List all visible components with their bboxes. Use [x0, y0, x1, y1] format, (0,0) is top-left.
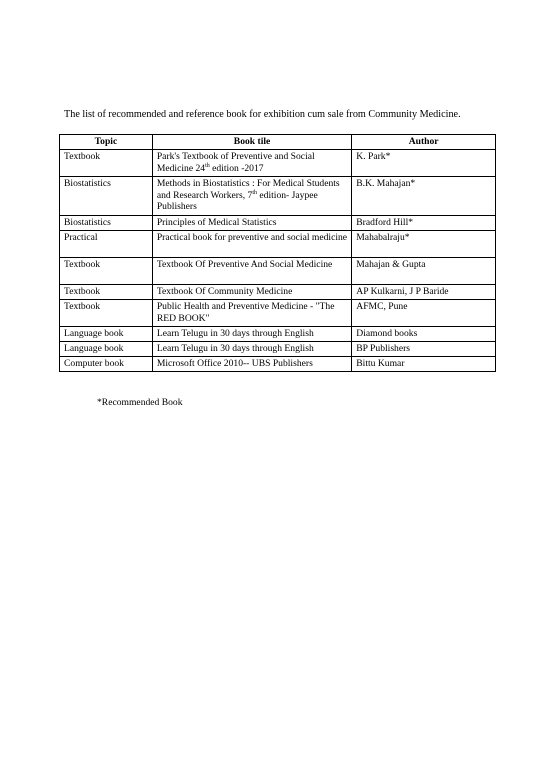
- table-row: [60, 300, 496, 327]
- table-row: [60, 177, 496, 216]
- book-title-cell: [152, 177, 351, 216]
- book-title-cell: Public Health and Preventive Medicine - "The RED BOOK": [152, 300, 351, 327]
- topic-cell: Textbook: [60, 258, 153, 285]
- table-header-row: [60, 135, 496, 150]
- intro-text: The list of recommended and reference book for exhibition cum sale from Community Medicine.: [64, 109, 461, 120]
- topic-cell: Biostatistics: [60, 177, 153, 216]
- author-cell: K. Park*: [352, 150, 496, 177]
- topic-cell: Language book: [60, 327, 153, 342]
- header-book-title: Book tile: [152, 135, 351, 150]
- book-title-cell: Textbook Of Preventive And Social Medicine: [152, 258, 351, 285]
- book-title-cell: Principles of Medical Statistics: [152, 216, 351, 231]
- book-title-cell: Practical book for preventive and social medicine: [152, 231, 351, 258]
- table-row: [60, 357, 496, 372]
- table-row: [60, 231, 496, 258]
- table-row: [60, 285, 496, 300]
- topic-cell: Practical: [60, 231, 153, 258]
- author-cell: BP Publishers: [352, 342, 496, 357]
- topic-cell: Computer book: [60, 357, 153, 372]
- topic-cell: Textbook: [60, 300, 153, 327]
- book-title-text: Park's Textbook of Preventive and Social Medicine 24: [156, 151, 315, 174]
- author-cell: Diamond books: [352, 327, 496, 342]
- topic-cell: Biostatistics: [60, 216, 153, 231]
- book-title-cell: Learn Telugu in 30 days through English: [152, 342, 351, 357]
- table-row: [60, 327, 496, 342]
- ordinal-suffix: th: [252, 189, 258, 196]
- ordinal-suffix: th: [205, 162, 210, 169]
- author-cell: AP Kulkarni, J P Baride: [352, 285, 496, 300]
- table-row: [60, 216, 496, 231]
- book-title-cell: [152, 150, 351, 177]
- header-topic: Topic: [60, 135, 153, 150]
- book-title-cell: Microsoft Office 2010-- UBS Publishers: [152, 357, 351, 372]
- book-title-cell: Learn Telugu in 30 days through English: [152, 327, 351, 342]
- author-cell: B.K. Mahajan*: [352, 177, 496, 216]
- author-cell: AFMC, Pune: [352, 300, 496, 327]
- table-row: [60, 150, 496, 177]
- table-row: [60, 342, 496, 357]
- book-title-cell: Textbook Of Community Medicine: [152, 285, 351, 300]
- book-title-text: Methods in Biostatistics : For Medical Students and Research Workers, 7: [156, 178, 340, 201]
- header-author: Author: [352, 135, 496, 150]
- book-title-text-cont: edition -2017: [209, 162, 264, 174]
- author-cell: Mahajan & Gupta: [352, 258, 496, 285]
- book-title-text-cont: edition- Jaypee Publishers: [156, 189, 318, 213]
- author-cell: Mahabalraju*: [352, 231, 496, 258]
- table-row: [60, 258, 496, 285]
- author-cell: Bradford Hill*: [352, 216, 496, 231]
- author-cell: Bittu Kumar: [352, 357, 496, 372]
- topic-cell: Textbook: [60, 150, 153, 177]
- book-list-table: [59, 134, 496, 372]
- topic-cell: Textbook: [60, 285, 153, 300]
- topic-cell: Language book: [60, 342, 153, 357]
- recommended-note: *Recommended Book: [97, 397, 183, 408]
